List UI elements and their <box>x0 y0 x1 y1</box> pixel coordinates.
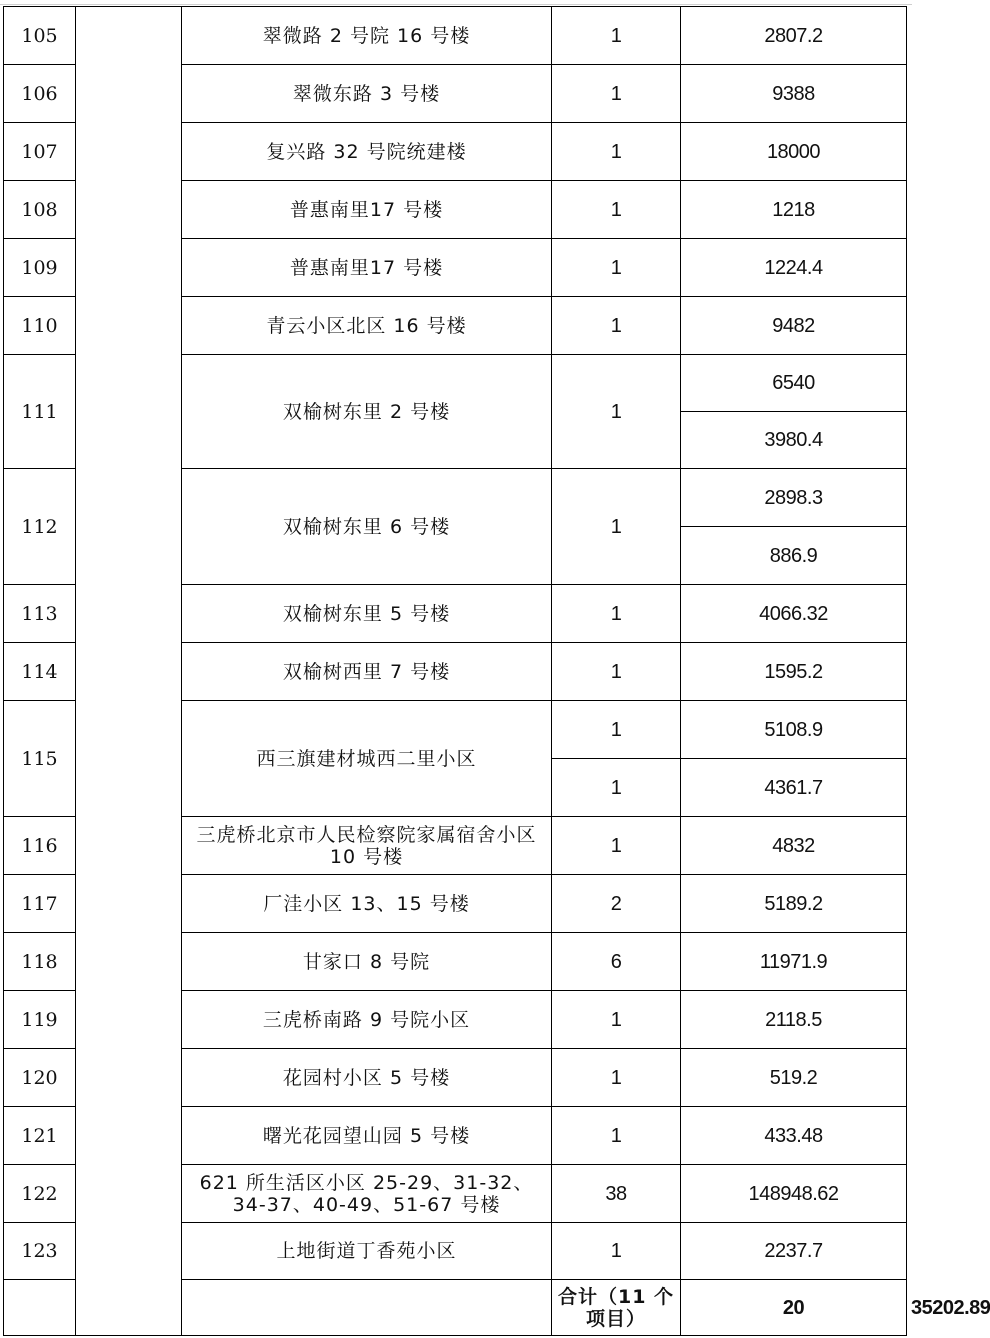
seq-cell: 122 <box>4 1165 76 1223</box>
seq-cell: 112 <box>4 469 76 585</box>
name-cell: 普惠南里17 号楼 <box>182 239 552 297</box>
seq-cell: 114 <box>4 643 76 701</box>
count-cell: 1 <box>552 1049 681 1107</box>
count-cell: 1 <box>552 991 681 1049</box>
seq-cell: 111 <box>4 355 76 469</box>
seq-cell: 119 <box>4 991 76 1049</box>
count-cell: 1 <box>552 817 681 875</box>
area-cell: 5189.2 <box>681 875 907 933</box>
name-cell: 双榆树东里 6 号楼 <box>182 469 552 585</box>
seq-cell: 118 <box>4 933 76 991</box>
area-cell: 4361.7 <box>681 759 907 817</box>
area-cell: 519.2 <box>681 1049 907 1107</box>
count-cell: 1 <box>552 585 681 643</box>
seq-cell: 113 <box>4 585 76 643</box>
seq-cell: 116 <box>4 817 76 875</box>
count-cell: 2 <box>552 875 681 933</box>
count-cell: 1 <box>552 469 681 585</box>
area-cell: 1595.2 <box>681 643 907 701</box>
area-cell: 2118.5 <box>681 991 907 1049</box>
count-cell: 6 <box>552 933 681 991</box>
name-cell: 上地街道丁香苑小区 <box>182 1223 552 1280</box>
name-cell: 三虎桥南路 9 号院小区 <box>182 991 552 1049</box>
total-row: 合计（11 个项目） 20 35202.89 <box>4 1280 907 1336</box>
area-cell: 5108.9 <box>681 701 907 759</box>
seq-cell: 123 <box>4 1223 76 1280</box>
area-cell: 2807.2 <box>681 7 907 65</box>
seq-cell: 106 <box>4 65 76 123</box>
name-cell: 曙光花园望山园 5 号楼 <box>182 1107 552 1165</box>
count-cell: 1 <box>552 701 681 759</box>
name-cell: 厂洼小区 13、15 号楼 <box>182 875 552 933</box>
name-cell: 三虎桥北京市人民检察院家属宿舍小区 10 号楼 <box>182 817 552 875</box>
name-cell: 双榆树东里 2 号楼 <box>182 355 552 469</box>
count-cell: 1 <box>552 7 681 65</box>
area-cell: 9388 <box>681 65 907 123</box>
sheet-top-border <box>0 0 912 5</box>
name-cell: 翠微东路 3 号楼 <box>182 65 552 123</box>
seq-cell: 108 <box>4 181 76 239</box>
seq-cell: 121 <box>4 1107 76 1165</box>
category-cell <box>76 7 182 1336</box>
name-cell: 翠微路 2 号院 16 号楼 <box>182 7 552 65</box>
name-cell: 621 所生活区小区 25-29、31-32、34-37、40-49、51-67 号楼 <box>182 1165 552 1223</box>
name-cell: 青云小区北区 16 号楼 <box>182 297 552 355</box>
seq-cell: 110 <box>4 297 76 355</box>
name-cell: 双榆树东里 5 号楼 <box>182 585 552 643</box>
count-cell: 1 <box>552 65 681 123</box>
total-category-cell <box>182 1280 552 1336</box>
total-count: 20 <box>681 1280 907 1336</box>
name-cell: 西三旗建材城西二里小区 <box>182 701 552 817</box>
count-cell: 1 <box>552 181 681 239</box>
name-cell: 双榆树西里 7 号楼 <box>182 643 552 701</box>
name-cell: 甘家口 8 号院 <box>182 933 552 991</box>
area-cell: 433.48 <box>681 1107 907 1165</box>
count-cell: 1 <box>552 759 681 817</box>
area-cell: 2898.3 <box>681 469 907 527</box>
area-cell: 11971.9 <box>681 933 907 991</box>
seq-cell: 105 <box>4 7 76 65</box>
area-cell: 3980.4 <box>681 412 907 469</box>
area-cell: 4066.32 <box>681 585 907 643</box>
area-cell: 1218 <box>681 181 907 239</box>
seq-cell: 107 <box>4 123 76 181</box>
total-seq-cell <box>4 1280 76 1336</box>
count-cell: 1 <box>552 123 681 181</box>
area-cell: 1224.4 <box>681 239 907 297</box>
area-cell: 886.9 <box>681 527 907 585</box>
count-cell: 1 <box>552 239 681 297</box>
count-cell: 1 <box>552 1223 681 1280</box>
count-cell: 1 <box>552 297 681 355</box>
area-cell: 18000 <box>681 123 907 181</box>
name-cell: 复兴路 32 号院统建楼 <box>182 123 552 181</box>
count-cell: 38 <box>552 1165 681 1223</box>
seq-cell: 109 <box>4 239 76 297</box>
area-cell: 9482 <box>681 297 907 355</box>
seq-cell: 115 <box>4 701 76 817</box>
area-cell: 6540 <box>681 355 907 412</box>
area-cell: 2237.7 <box>681 1223 907 1280</box>
area-cell: 4832 <box>681 817 907 875</box>
table-row <box>4 7 907 65</box>
area-cell: 148948.62 <box>681 1165 907 1223</box>
count-cell: 1 <box>552 643 681 701</box>
count-cell: 1 <box>552 1107 681 1165</box>
seq-cell: 120 <box>4 1049 76 1107</box>
name-cell: 普惠南里17 号楼 <box>182 181 552 239</box>
count-cell: 1 <box>552 355 681 469</box>
housing-table <box>3 6 990 1336</box>
total-label: 合计（11 个项目） <box>552 1280 681 1336</box>
seq-cell: 117 <box>4 875 76 933</box>
name-cell: 花园村小区 5 号楼 <box>182 1049 552 1107</box>
